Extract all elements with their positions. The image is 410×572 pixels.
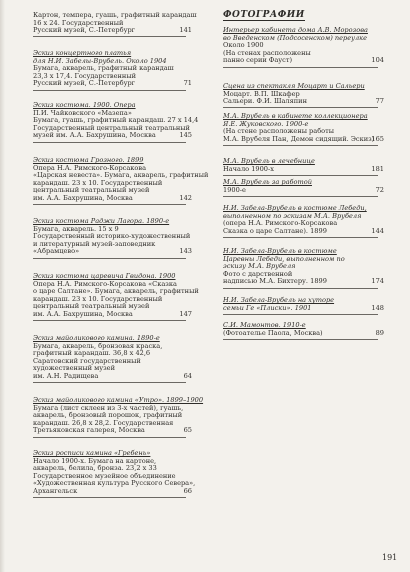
entry-line: Архангельск <box>33 486 78 495</box>
catalog-entry <box>33 156 209 203</box>
plate-number: 174 <box>371 277 384 286</box>
entry-line: Русский музей, С.-Петербург <box>33 26 136 35</box>
entry-line: Сальери. Ф.И. Шаляпин <box>223 97 307 106</box>
entry-line: надписью М.А. Бихтеру. 1899 <box>223 277 327 286</box>
entry-title: Н.И. Забела-Врубель на хуторе <box>223 296 335 304</box>
entry-line: для Н.И. Забелы-Врубель. Около 1904 <box>33 56 167 65</box>
entry-title: Эскиз концертного платья <box>33 49 132 57</box>
section-heading: ФОТОГРАФИИ <box>223 10 305 20</box>
entry-separator <box>223 314 378 315</box>
entry-line: Бумага, акварель. 15 x 9 <box>33 224 119 233</box>
plate-number: 141 <box>179 26 192 35</box>
entry-line: Бумага (лист склеен из 3-х частей), гуашь, <box>33 403 184 412</box>
entry-line: Начало 1900-х. Бумага на картоне, <box>33 456 157 465</box>
plate-number: 142 <box>179 193 192 202</box>
entry-line: Опера Н.А. Римского-Корсакова «Сказка <box>33 279 177 288</box>
entry-line: 23,3 x 17,4. Государственный <box>33 71 136 80</box>
entry-line: «Царская невеста». Бумага, акварель, графитный <box>33 171 209 180</box>
entry-line: «Абрамцево» <box>33 247 80 256</box>
entry-line: и литературный музей-заповедник <box>33 239 156 248</box>
entry-title: Н.И. Забела-Врубель в костюме <box>223 247 337 255</box>
entry-line: музей им. А.А. Бахрушина, Москва <box>33 131 156 140</box>
catalog-entry <box>33 49 192 88</box>
entry-line: (опера Н.А. Римского-Корсакова <box>223 219 338 228</box>
entry-separator <box>33 90 186 91</box>
entry-separator <box>223 145 378 146</box>
entry-line: центральный театральный музей <box>33 186 150 195</box>
entry-title: М.А. Врубель в кабинете коллекционера <box>223 112 368 120</box>
entry-separator <box>33 437 186 438</box>
entry-title: Эскиз костюма Грозного. 1899 <box>33 156 144 164</box>
entry-title: Эскиз костюма царевича Гвидона. 1900 <box>33 272 176 280</box>
entry-line: Около 1900 <box>223 41 264 50</box>
entry-line: Царевны Лебеди, выполненном по <box>223 254 345 263</box>
entry-title: Эскиз костюма. 1900. Опера <box>33 101 136 109</box>
entry-line: Государственный центральный театральный <box>33 123 190 132</box>
entry-line: выполненном по эскизам М.А. Врубеля <box>223 211 362 220</box>
catalog-entry <box>223 247 384 286</box>
entry-title: Сцена из спектакля Моцарт и Сальери <box>223 82 365 90</box>
plate-number: 71 <box>183 79 192 88</box>
entry-line: Третьяковская галерея, Москва <box>33 426 145 435</box>
entry-line: Фото с дарственной <box>223 269 293 278</box>
entry-line: М.А. Врубеля Пан, Демон сидящий. Эскиз) <box>223 134 375 143</box>
entry-line: во Введенском (Подсосенском) переулке <box>223 33 368 42</box>
plate-number: 89 <box>375 328 384 337</box>
catalog-entry <box>223 204 384 235</box>
entry-line: панно серии Фауст) <box>223 56 293 65</box>
entry-separator <box>33 320 186 321</box>
catalog-entry <box>33 396 204 435</box>
plate-number: 65 <box>183 426 192 435</box>
plate-number: 143 <box>179 247 192 256</box>
entry-line: 1900-е <box>223 185 246 194</box>
entry-line: эскизу М.А. Врубеля <box>223 262 296 271</box>
entry-line: Бумага, гуашь, графитный карандаш. 27 x 14,4 <box>33 116 199 125</box>
entry-line: им. А.А. Бахрушина, Москва <box>33 309 133 318</box>
entry-separator <box>223 67 378 68</box>
entry-title: Н.И. Забела-Врубель в костюме Лебеди, <box>223 204 367 212</box>
entry-line: Бумага, акварель, бронзовая краска, <box>33 341 163 350</box>
entry-line: карандаш. 23 x 10. Государственный <box>33 294 163 303</box>
entry-line: семьи Ге «Плиски». 1901 <box>223 303 312 312</box>
entry-line: карандаш. 23 x 10. Государственный <box>33 178 163 187</box>
entry-line: художественный музей <box>33 364 115 373</box>
entry-line: акварель, белила, бронза. 23,2 x 33 <box>33 464 157 473</box>
entry-line: Бумага, акварель, графитный карандаш <box>33 64 174 73</box>
entry-line: Государственный историко-художественный <box>33 232 191 241</box>
catalog-entry <box>223 26 384 65</box>
entry-title: С.И. Мамонтов. 1910-е <box>223 321 306 329</box>
entry-title: Эскиз росписи камина «Гребень» <box>33 449 151 457</box>
plate-number: 165 <box>371 134 384 143</box>
entry-separator <box>33 36 186 37</box>
entry-line: Государственное музейное объединение <box>33 471 176 480</box>
entry-title: Эскиз костюма Раджи Лагора. 1890-е <box>33 217 170 225</box>
entry-separator <box>33 258 186 259</box>
entry-line: акварель, бронзовый порошок, графитный <box>33 411 183 420</box>
plate-number: 72 <box>375 185 384 194</box>
entry-separator <box>223 196 378 197</box>
catalog-entry <box>223 178 384 194</box>
page-number: 191 <box>382 553 398 562</box>
entry-line: о царе Салтане». Бумага, акварель, графитный <box>33 287 199 296</box>
entry-separator <box>223 107 378 108</box>
plate-number: 145 <box>179 131 192 140</box>
plate-number: 147 <box>179 309 192 318</box>
catalog-entry <box>33 101 199 140</box>
plate-number: 66 <box>183 486 192 495</box>
entry-separator <box>33 142 186 143</box>
entry-separator <box>223 288 378 289</box>
entry-line: П.И. Чайковского «Мазепа» <box>33 108 132 117</box>
entry-title: М.А. Врубель за работой <box>223 178 312 186</box>
plate-number: 148 <box>371 303 384 312</box>
entry-line: Моцарт. В.П. Шкафер <box>223 89 300 98</box>
entry-separator <box>223 339 378 340</box>
entry-line: (Фотоателье Паола, Москва) <box>223 328 323 337</box>
entry-line: Саратовский государственный <box>33 356 141 365</box>
entry-title: Эскиз майоликового камина. 1890-е <box>33 334 160 342</box>
entry-line: Я.Е. Жуковского. 1900-е <box>223 119 309 128</box>
catalog-entry <box>33 272 199 319</box>
entry-line: 16 x 24. Государственный <box>33 18 124 27</box>
entry-line: центральный театральный музей <box>33 302 150 311</box>
entry-line: Опера Н.А. Римского-Корсакова <box>33 163 147 172</box>
entry-line: им. А.А. Бахрушина, Москва <box>33 193 133 202</box>
catalog-entry <box>33 334 192 381</box>
entry-line: Русский музей, С.-Петербург <box>33 79 136 88</box>
entry-line: Начало 1900-х <box>223 164 274 173</box>
plate-number: 64 <box>183 371 192 380</box>
entry-line: (На стене расположены работы <box>223 127 335 136</box>
plate-number: 77 <box>375 97 384 106</box>
entry-separator <box>33 204 186 205</box>
entry-line: карандаш. 26,8 x 28,2. Государственная <box>33 418 174 427</box>
plate-number: 104 <box>371 56 384 65</box>
entry-line: им. А.Н. Радищева <box>33 371 99 380</box>
entry-separator <box>33 497 186 498</box>
plate-number: 144 <box>371 226 384 235</box>
entry-line: (На стенах расположены <box>223 48 311 57</box>
catalog-entry <box>33 449 196 496</box>
entry-line: Сказка о царе Салтане). 1899 <box>223 226 327 235</box>
catalog-entry <box>33 217 192 256</box>
entry-separator <box>223 175 378 176</box>
catalog-entry <box>223 112 384 143</box>
entry-title: Картон, темпера, гуашь, графитный карандаш <box>33 11 197 19</box>
catalog-entry <box>223 321 384 337</box>
entry-line: «Художественная культура Русского Севера», <box>33 479 196 488</box>
entry-title: Эскиз майоликового камина «Утро». 1899–1900 <box>33 396 204 404</box>
book-spine-shadow <box>0 0 5 572</box>
catalog-entry <box>223 296 384 312</box>
plate-number: 181 <box>371 164 384 173</box>
entry-separator <box>223 237 378 238</box>
catalog-entry <box>33 11 197 35</box>
catalog-entry <box>223 82 384 106</box>
entry-separator <box>33 382 186 383</box>
entry-title: М.А. Врубель в лечебнице <box>223 157 315 165</box>
entry-title: Интерьер кабинета дома А.В. Морозова <box>223 26 368 34</box>
entry-line: графитный карандаш. 36,8 x 42,6 <box>33 349 151 358</box>
catalog-entry <box>223 157 384 173</box>
